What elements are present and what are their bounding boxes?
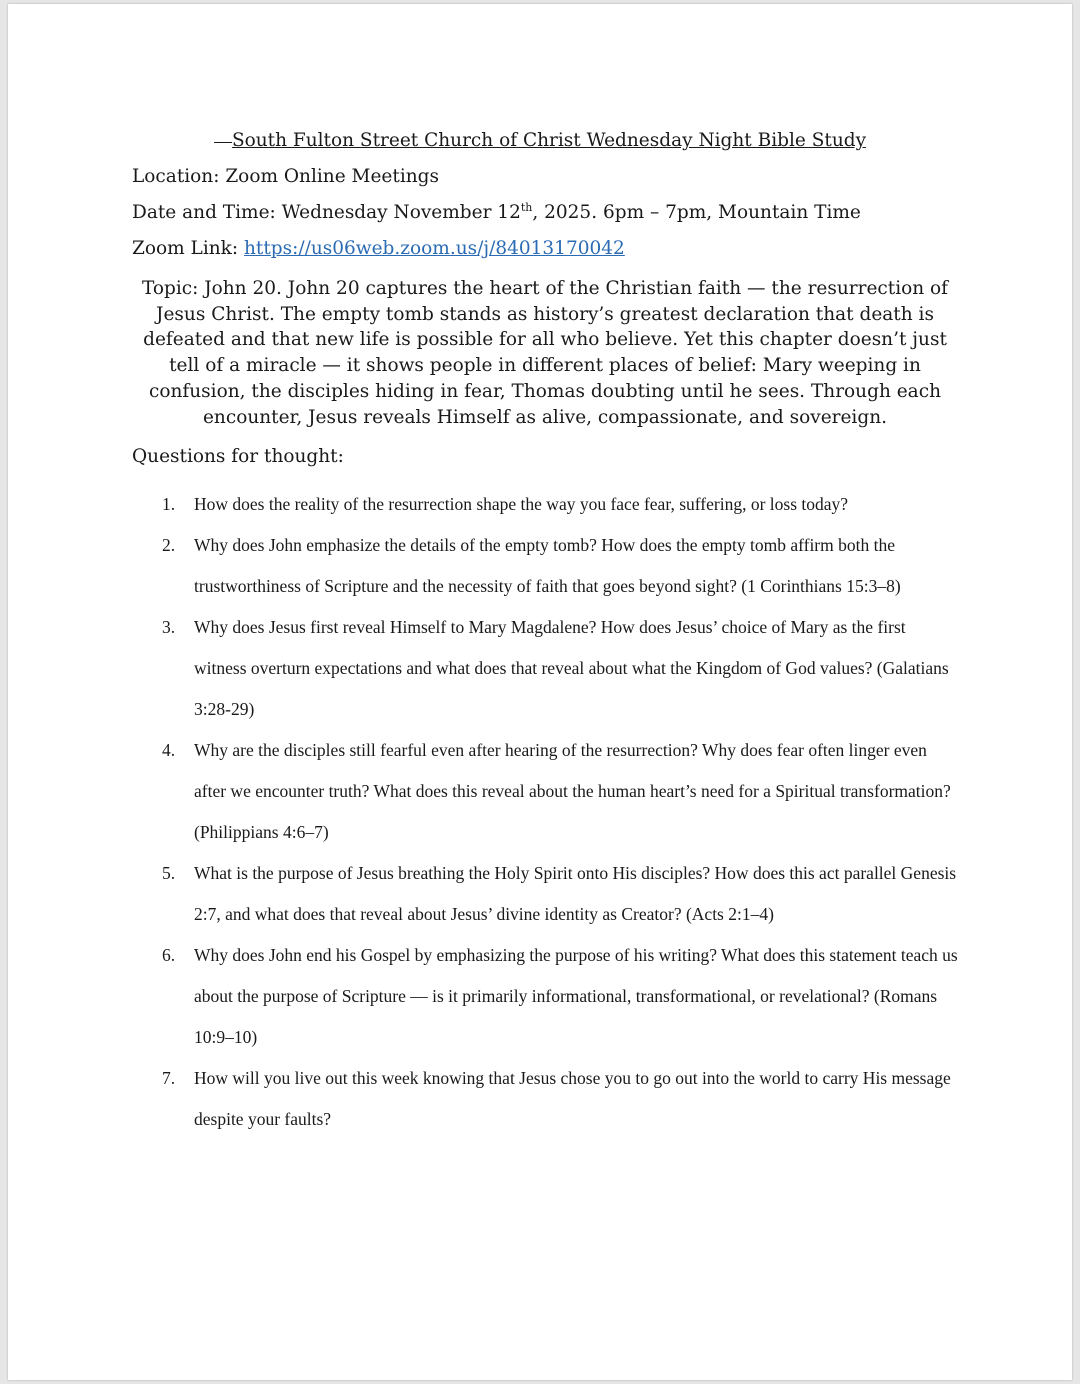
location-line: Location: Zoom Online Meetings bbox=[132, 166, 439, 187]
document-page bbox=[8, 4, 1072, 1380]
zoom-link[interactable]: https://us06web.zoom.us/j/84013170042 bbox=[244, 238, 625, 259]
question-number: 6. bbox=[162, 945, 176, 965]
question-text: What is the purpose of Jesus breathing the Holy Spirit onto His disciples? How does this act parallel Genesis 2:7, and what does that reveal about Jesus’ divine identity as Creator? (Acts 2:1–4) bbox=[194, 863, 957, 924]
question-item bbox=[158, 853, 958, 935]
question-item bbox=[158, 935, 958, 1058]
topic-paragraph: Topic: John 20. John 20 captures the heart of the Christian faith — the resurrection of Jesus Christ. The empty tomb stands as history’s greatest declaration that death is defeated and that new life is possible for all who believe. Yet this chapter doesn’t just tell of a miracle — it shows people in different places of belief: Mary weeping in confusion, the disciples hiding in fear, Thomas doubting until he sees. Through each encounter, Jesus reveals Himself as alive, compassionate, and sovereign. bbox=[141, 278, 949, 428]
question-text: How does the reality of the resurrection shape the way you face fear, suffering, or loss today? bbox=[194, 494, 849, 514]
question-text: Why are the disciples still fearful even after hearing of the resurrection? Why does fear often linger even after we encounter truth? What does this reveal about the human heart’s need for a Spiritual transformation? (Philippians 4:6–7) bbox=[194, 740, 951, 842]
date-rest: , 2025. 6pm – 7pm, Mountain Time bbox=[532, 202, 861, 223]
question-number: 2. bbox=[162, 535, 176, 555]
date-ordinal-suffix: th bbox=[520, 201, 533, 214]
question-number: 7. bbox=[162, 1068, 176, 1088]
question-number: 4. bbox=[162, 740, 176, 760]
question-text: How will you live out this week knowing that Jesus chose you to go out into the world to carry His message despite your faults? bbox=[194, 1068, 951, 1129]
question-number: 1. bbox=[162, 494, 176, 514]
date-prefix: Date and Time: Wednesday November 12 bbox=[132, 202, 521, 223]
question-item bbox=[158, 484, 958, 525]
question-text: Why does John end his Gospel by emphasizing the purpose of his writing? What does this statement teach us about the purpose of Scripture — is it primarily informational, transformational, or revelational? (Romans 10:9–10) bbox=[194, 945, 958, 1047]
title-leading-underline bbox=[214, 142, 232, 143]
date-time-line bbox=[132, 202, 861, 223]
questions-heading: Questions for thought: bbox=[132, 446, 344, 467]
question-text: Why does Jesus first reveal Himself to Mary Magdalene? How does Jesus’ choice of Mary as the first witness overturn expectations and what does that reveal about what the Kingdom of God values? (Galatians 3:28-29) bbox=[194, 617, 949, 719]
question-number: 3. bbox=[162, 617, 176, 637]
document-title bbox=[8, 130, 1072, 151]
question-item bbox=[158, 607, 958, 730]
question-item bbox=[158, 730, 958, 853]
questions-list bbox=[158, 484, 958, 1140]
question-text: Why does John emphasize the details of the empty tomb? How does the empty tomb affirm both the trustworthiness of Scripture and the necessity of faith that goes beyond sight? (1 Corinthians 15:3–8) bbox=[194, 535, 901, 596]
zoom-line bbox=[132, 238, 625, 259]
question-item bbox=[158, 1058, 958, 1140]
zoom-label: Zoom Link: bbox=[132, 238, 244, 259]
question-number: 5. bbox=[162, 863, 176, 883]
title-text: South Fulton Street Church of Christ Wednesday Night Bible Study bbox=[231, 130, 867, 151]
question-item bbox=[158, 525, 958, 607]
